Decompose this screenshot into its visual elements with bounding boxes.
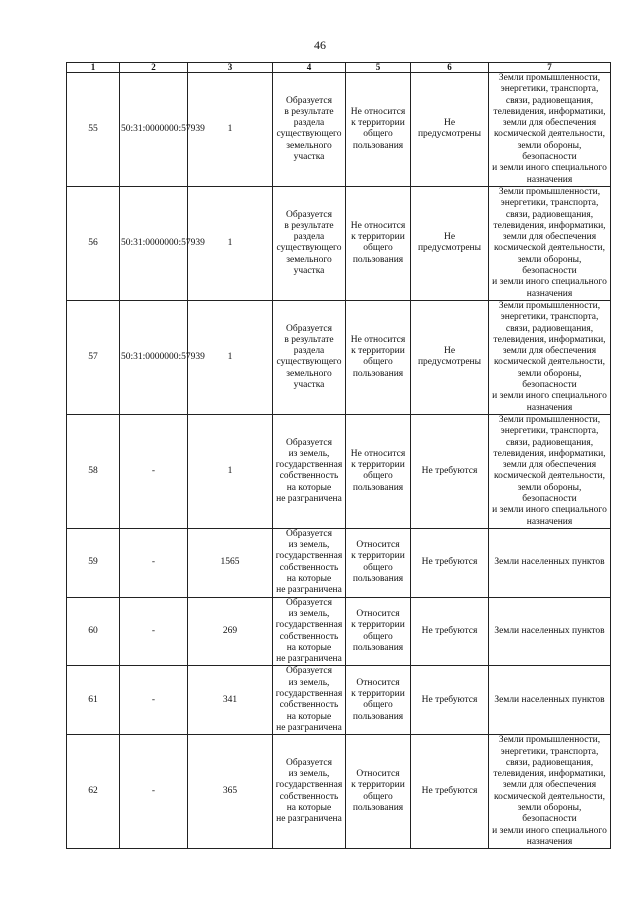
formation-method: Образуется из земель, государственная собственность на которые не разграничена bbox=[273, 735, 346, 849]
table-row bbox=[67, 186, 611, 300]
permit-status: Не предусмотрены bbox=[411, 300, 489, 414]
land-category: Земли промышленности, энергетики, транспорта, связи, радиовещания, телевидения, информатики, земли для обеспечения космической деятельности, земли обороны, безопасности и земли иного специального назначения bbox=[489, 73, 611, 187]
header-row bbox=[67, 63, 611, 73]
area-value: 1 bbox=[188, 73, 273, 187]
column-header: 1 bbox=[67, 63, 120, 73]
table-body bbox=[67, 73, 611, 849]
area-value: 1565 bbox=[188, 528, 273, 597]
public-use-status: Относится к территории общего пользования bbox=[346, 735, 411, 849]
formation-method: Образуется в результате раздела существующего земельного участка bbox=[273, 186, 346, 300]
area-value: 1 bbox=[188, 186, 273, 300]
public-use-status: Не относится к территории общего пользования bbox=[346, 300, 411, 414]
table-header bbox=[67, 63, 611, 73]
row-number: 57 bbox=[67, 300, 120, 414]
land-plot-table bbox=[66, 62, 611, 849]
row-number: 56 bbox=[67, 186, 120, 300]
column-header: 2 bbox=[120, 63, 188, 73]
land-category: Земли промышленности, энергетики, транспорта, связи, радиовещания, телевидения, информатики, земли для обеспечения космической деятельности, земли обороны, безопасности и земли иного специального назначения bbox=[489, 735, 611, 849]
formation-method: Образуется из земель, государственная собственность на которые не разграничена bbox=[273, 666, 346, 735]
area-value: 269 bbox=[188, 597, 273, 666]
table-row bbox=[67, 300, 611, 414]
row-number: 62 bbox=[67, 735, 120, 849]
land-category: Земли населенных пунктов bbox=[489, 528, 611, 597]
column-header: 5 bbox=[346, 63, 411, 73]
area-value: 1 bbox=[188, 414, 273, 528]
row-number: 59 bbox=[67, 528, 120, 597]
permit-status: Не требуются bbox=[411, 414, 489, 528]
table-row bbox=[67, 597, 611, 666]
column-header: 6 bbox=[411, 63, 489, 73]
land-category: Земли промышленности, энергетики, транспорта, связи, радиовещания, телевидения, информатики, земли для обеспечения космической деятельности, земли обороны, безопасности и земли иного специального назначения bbox=[489, 186, 611, 300]
public-use-status: Не относится к территории общего пользования bbox=[346, 186, 411, 300]
area-value: 1 bbox=[188, 300, 273, 414]
table-row bbox=[67, 666, 611, 735]
public-use-status: Относится к территории общего пользования bbox=[346, 597, 411, 666]
cadastral-number: - bbox=[120, 597, 188, 666]
public-use-status: Не относится к территории общего пользования bbox=[346, 73, 411, 187]
row-number: 60 bbox=[67, 597, 120, 666]
permit-status: Не требуются bbox=[411, 528, 489, 597]
page-number: 46 bbox=[314, 38, 326, 52]
row-number: 58 bbox=[67, 414, 120, 528]
cadastral-number: 50:31:0000000:57939 bbox=[120, 186, 188, 300]
column-header: 3 bbox=[188, 63, 273, 73]
public-use-status: Относится к территории общего пользования bbox=[346, 528, 411, 597]
cadastral-number: - bbox=[120, 735, 188, 849]
formation-method: Образуется из земель, государственная собственность на которые не разграничена bbox=[273, 528, 346, 597]
permit-status: Не предусмотрены bbox=[411, 73, 489, 187]
land-category: Земли промышленности, энергетики, транспорта, связи, радиовещания, телевидения, информатики, земли для обеспечения космической деятельности, земли обороны, безопасности и земли иного специального назначения bbox=[489, 414, 611, 528]
public-use-status: Не относится к территории общего пользования bbox=[346, 414, 411, 528]
cadastral-number: - bbox=[120, 666, 188, 735]
formation-method: Образуется из земель, государственная собственность на которые не разграничена bbox=[273, 597, 346, 666]
area-value: 365 bbox=[188, 735, 273, 849]
cadastral-number: 50:31:0000000:57939 bbox=[120, 300, 188, 414]
row-number: 61 bbox=[67, 666, 120, 735]
permit-status: Не требуются bbox=[411, 597, 489, 666]
permit-status: Не предусмотрены bbox=[411, 186, 489, 300]
area-value: 341 bbox=[188, 666, 273, 735]
permit-status: Не требуются bbox=[411, 735, 489, 849]
table-row bbox=[67, 735, 611, 849]
land-category: Земли населенных пунктов bbox=[489, 597, 611, 666]
land-category: Земли населенных пунктов bbox=[489, 666, 611, 735]
column-header: 4 bbox=[273, 63, 346, 73]
column-header: 7 bbox=[489, 63, 611, 73]
formation-method: Образуется из земель, государственная собственность на которые не разграничена bbox=[273, 414, 346, 528]
public-use-status: Относится к территории общего пользования bbox=[346, 666, 411, 735]
permit-status: Не требуются bbox=[411, 666, 489, 735]
cadastral-number: - bbox=[120, 528, 188, 597]
land-category: Земли промышленности, энергетики, транспорта, связи, радиовещания, телевидения, информатики, земли для обеспечения космической деятельности, земли обороны, безопасности и земли иного специального назначения bbox=[489, 300, 611, 414]
cadastral-number: 50:31:0000000:57939 bbox=[120, 73, 188, 187]
formation-method: Образуется в результате раздела существующего земельного участка bbox=[273, 300, 346, 414]
row-number: 55 bbox=[67, 73, 120, 187]
formation-method: Образуется в результате раздела существующего земельного участка bbox=[273, 73, 346, 187]
table-row bbox=[67, 414, 611, 528]
cadastral-number: - bbox=[120, 414, 188, 528]
table-row bbox=[67, 528, 611, 597]
table-row bbox=[67, 73, 611, 187]
